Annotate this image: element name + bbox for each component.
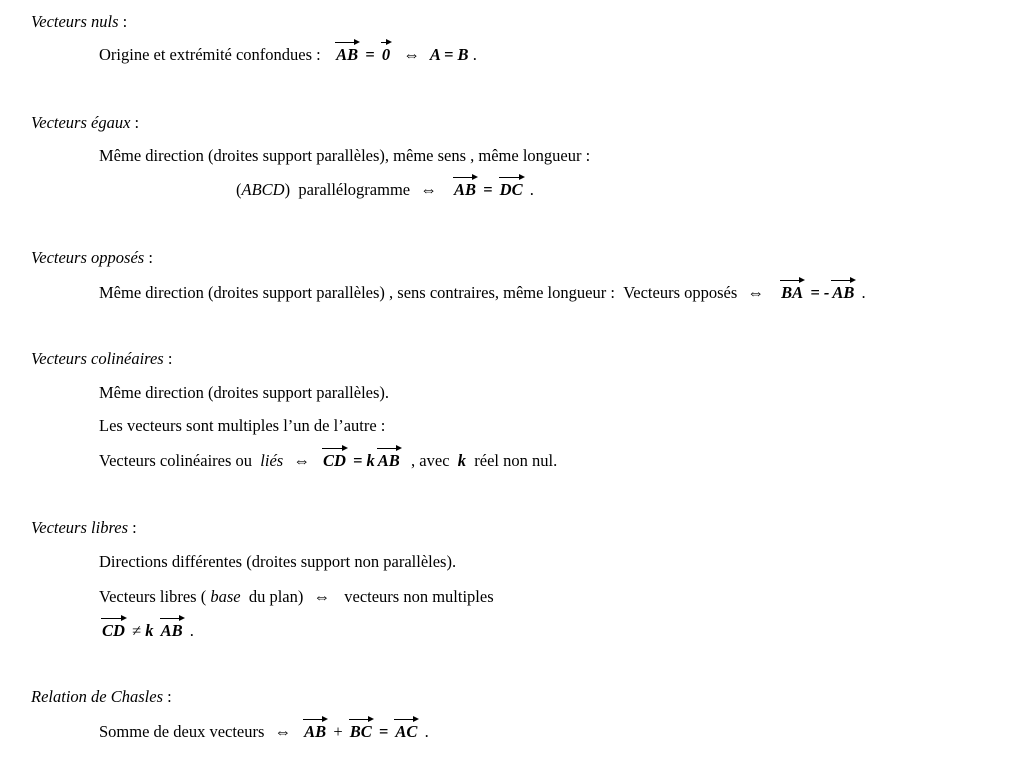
avec-text: , avec [411,451,450,470]
colineaires-direction-line [99,383,389,403]
k-scalar: k [457,451,467,470]
heading-label: Vecteurs nuls [31,12,119,31]
heading-vecteurs-libres [31,518,137,538]
heading-relation-chasles [31,687,172,707]
heading-colon: : [144,248,153,267]
libres-text-2a: Vecteurs libres ( [99,587,207,606]
vector-ab: AB [454,180,477,199]
equals-sign: = [378,722,389,741]
egaux-definition-line [99,146,590,166]
heading-colon: : [130,113,140,132]
libres-relation-line [99,621,194,641]
vector-ab: AB [377,451,400,470]
equivalence-symbol: ⇔ [293,451,310,470]
nuls-text: Origine et extrémité confondues : [99,45,321,64]
relation-a-equals-b: A = B [429,45,469,64]
heading-vecteurs-nuls [31,12,127,32]
equivalence-symbol: ⇔ [747,283,764,302]
heading-label: Vecteurs libres [31,518,128,537]
chasles-relation-line [99,722,429,742]
libres-base-line [99,587,494,607]
heading-vecteurs-egaux [31,113,139,133]
equivalence-symbol: ⇔ [313,587,330,606]
vector-ba: BA [781,283,804,302]
vector-ab: AB [304,722,327,741]
vector-ab: AB [160,621,183,640]
nuls-definition-line [99,45,477,65]
parallelogram-text: parallélogramme [298,180,411,199]
egaux-text: Même direction (droites support parallèles), même sens , même longueur : [99,146,591,165]
libres-text-2b: du plan) [248,587,304,606]
paren-close: ) [284,180,291,199]
lies-word: liés [260,451,284,470]
k-scalar: k [145,621,154,640]
heading-vecteurs-opposes [31,248,153,268]
equals-minus-sign: = - [810,283,830,302]
heading-label: Vecteurs opposés [31,248,145,267]
vector-zero: 0 [381,45,391,64]
libres-text-2c: vecteurs non multiples [344,587,494,606]
period: . [472,45,477,64]
heading-colon: : [163,349,173,368]
period: . [424,722,429,741]
heading-label: Vecteurs colinéaires [31,349,164,368]
vector-ac: AC [395,722,418,741]
libres-direction-line [99,552,456,572]
equals-sign: = [365,45,375,64]
chasles-text: Somme de deux vecteurs [99,722,265,741]
vector-ab: AB [336,45,359,64]
opposes-text: Même direction (droites support parallèles) , sens contraires, même longueur : [99,283,615,302]
vector-cd: CD [102,621,125,640]
period: . [861,283,866,302]
paren-open: ( [236,180,242,199]
vector-cd: CD [322,451,346,470]
colineaires-multiples-line [99,416,385,436]
heading-label: Vecteurs égaux [31,113,131,132]
colineaires-text-2: Les vecteurs sont multiples l’un de l’autre : [99,416,386,435]
base-word: base [210,587,241,606]
opposes-definition-line [99,283,866,303]
vector-dc: DC [499,180,523,199]
abcd-label: ABCD [241,180,285,199]
equivalence-symbol: ⇔ [420,180,437,199]
opposes-label: Vecteurs opposés [623,283,738,302]
heading-colon: : [162,687,172,706]
period: . [189,621,194,640]
colineaires-text-3: Vecteurs colinéaires ou [99,451,253,470]
vector-ab: AB [832,283,855,302]
period: . [529,180,534,199]
vector-bc: BC [349,722,372,741]
equals-sign: = [483,180,493,199]
colineaires-text-1: Même direction (droites support parallèles). [99,383,390,402]
equals-k: = k [353,451,375,470]
equivalence-symbol: ⇔ [403,45,420,64]
libres-text-1: Directions différentes (droites support non parallèles). [99,552,457,571]
not-equal-sign: ≠ [132,621,142,640]
egaux-parallelogram-line [236,180,534,200]
plus-sign: + [333,722,343,741]
heading-colon: : [118,12,128,31]
reel-text: réel non nul. [474,451,558,470]
colineaires-relation-line [99,451,557,471]
equivalence-symbol: ⇔ [274,722,292,741]
heading-label: Relation de Chasles [31,687,163,706]
heading-colon: : [128,518,137,537]
heading-vecteurs-colineaires [31,349,172,369]
